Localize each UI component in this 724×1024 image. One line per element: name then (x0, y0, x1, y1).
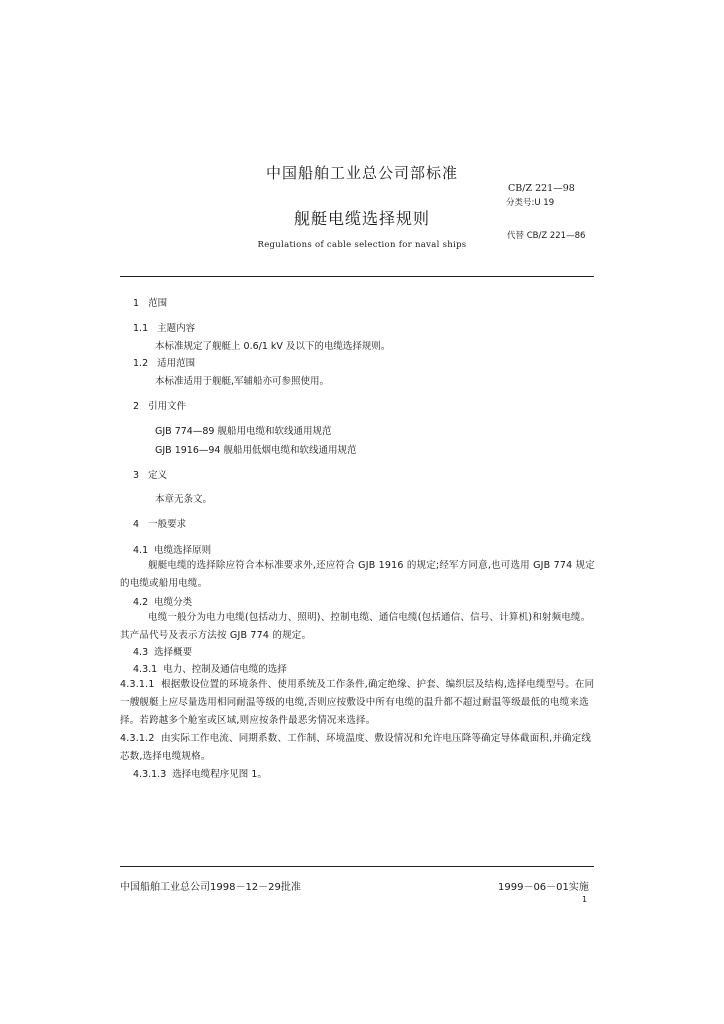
section-4-1-heading (133, 545, 211, 557)
clause-text: 由实际工作电流、同期系数、工作制、环境温度、敷设情况和允许电压降等确定导体截面积,并确定线芯数,选择电缆规格。 (120, 733, 592, 762)
document-title-cn: 舰艇电缆选择规则 (293, 209, 430, 228)
page-number: 1 (582, 895, 588, 904)
section-title: 选择概要 (154, 647, 193, 658)
section-1-1-text: 本标准规定了舰艇上 0.6/1 kV 及以下的电缆选择规则。 (155, 341, 391, 352)
section-1-heading (133, 298, 167, 310)
reference-item: GJB 774—89 舰船用电缆和软线通用规范 (155, 426, 332, 437)
section-title: 电缆分类 (154, 597, 193, 608)
document-title-en: Regulations of cable selection for naval ships (257, 240, 467, 250)
section-title: 引用文件 (148, 401, 187, 412)
section-4-2-heading (133, 597, 192, 609)
classification-number: 分类号:U 19 (506, 198, 555, 208)
section-3-heading (133, 470, 167, 482)
section-number: 3 (133, 470, 140, 481)
section-title: 范围 (148, 298, 168, 309)
section-number: 1.2 (133, 358, 149, 369)
effective-date: 1999－06－01实施 (498, 882, 589, 893)
section-number: 4 (133, 519, 140, 530)
section-4-1-text: 舰艇电缆的选择除应符合本标准要求外,还应符合 GJB 1916 的规定;经军方同意,也可选用 GJB 774 规定的电缆或船用电缆。 (120, 560, 595, 589)
section-number: 4.2 (133, 597, 149, 608)
section-1-2-heading (133, 358, 195, 370)
section-number: 1.1 (133, 323, 149, 334)
section-1-2-text: 本标准适用于舰艇,军辅船亦可参照使用。 (155, 376, 330, 387)
clause-text: 根据敷设位置的环境条件、使用系统及工作条件,确定绝缘、护套、编织层及结构,选择电缆型号。在同一艘舰艇上应尽量选用相同耐温等级的电缆,否则应按敷设中所有电缆的温升都不超过耐温等级最低的电缆来选择。若跨越多个舱室或区域,则应按条件最恶劣情况来选择。 (120, 679, 595, 726)
section-number: 4.3.1.3 (133, 769, 167, 780)
standard-code: CB/Z 221—98 (508, 183, 575, 194)
section-number: 4.3.1.1 (120, 679, 155, 690)
section-title: 定义 (148, 470, 168, 481)
section-4-heading (133, 519, 186, 531)
footer-divider (120, 866, 594, 867)
section-4-3-1-2-text (120, 730, 596, 766)
replaces-standard: 代替 CB/Z 221—86 (507, 231, 586, 241)
section-number: 4.3.1 (133, 664, 158, 675)
org-standard-heading: 中国船舶工业总公司部标准 (265, 164, 458, 182)
section-title: 适用范围 (157, 358, 196, 369)
section-number: 1 (133, 298, 140, 309)
section-4-3-1-heading (133, 664, 287, 676)
reference-item: GJB 1916—94 舰船用低烟电缆和软线通用规范 (155, 445, 357, 456)
section-number: 4.3 (133, 647, 149, 658)
section-number: 4.1 (133, 545, 149, 556)
section-2-heading (133, 401, 186, 413)
section-title: 电力、控制及通信电缆的选择 (163, 664, 287, 675)
section-3-text: 本章无条文。 (155, 494, 213, 505)
section-4-3-heading (133, 647, 192, 659)
section-title: 电缆选择原则 (154, 545, 212, 556)
section-title: 一般要求 (148, 519, 187, 530)
section-4-3-1-1-text (120, 676, 596, 730)
section-title: 主题内容 (157, 323, 196, 334)
section-4-3-1-3-text (133, 769, 267, 781)
clause-text: 选择电缆程序见图 1。 (172, 769, 267, 780)
section-number: 2 (133, 401, 140, 412)
section-4-2-text: 电缆一般分为电力电缆(包括动力、照明)、控制电缆、通信电缆(包括通信、信号、计算机)和射频电缆。其产品代号及表示方法按 GJB 774 的规定。 (120, 612, 591, 641)
approval-date: 中国船舶工业总公司1998－12－29批准 (120, 882, 301, 893)
section-1-1-heading (133, 323, 195, 335)
section-number: 4.3.1.2 (120, 733, 155, 744)
header-divider (120, 276, 594, 277)
